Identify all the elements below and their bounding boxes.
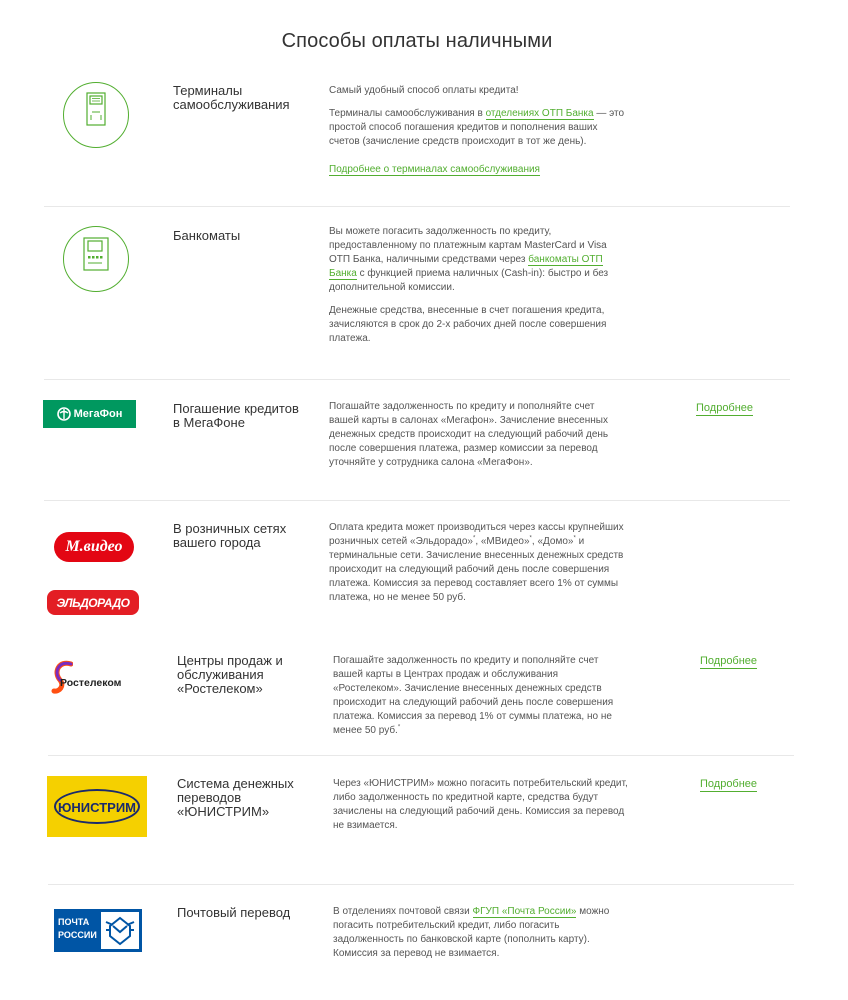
method-heading: Почтовый перевод [177, 905, 291, 920]
method-description: Погашайте задолженность по кредиту и пополняйте счет вашей карты в Центрах продаж и обслуживания «Ростелеком». Зачисление внесенных денежных средств происходит на следующий рабочий день после совершения платежа. Комиссия за перевод 1% от суммы платежа, но не менее 50 руб.* [333, 655, 614, 736]
method-heading: Система денежных переводов «ЮНИСТРИМ» [177, 776, 294, 819]
megafon-icon [57, 407, 71, 421]
method-description [329, 84, 625, 186]
rostelecom-logo [51, 658, 143, 698]
unistream-more-link[interactable]: Подробнее [700, 778, 758, 790]
unistream-logo-text: ЮНИСТРИМ [58, 800, 136, 815]
divider [44, 500, 790, 501]
method-heading: В розничных сетях вашего города [173, 521, 287, 550]
otp-atms-link[interactable]: банкоматы ОТП Банка [329, 254, 603, 279]
megafon-more-link[interactable]: Подробнее [696, 402, 754, 414]
eldorado-logo [47, 590, 139, 615]
method-heading: Погашение кредитов в МегаФоне [173, 401, 299, 430]
divider [44, 379, 790, 380]
post-emblem-icon [101, 912, 139, 949]
terminal-icon [63, 82, 129, 148]
rostelecom-more-link[interactable]: Подробнее [700, 655, 758, 667]
megafon-logo [43, 400, 136, 428]
method-description: Оплата кредита может производиться через кассы крупнейших розничных сетей «Эльдорадо»*, «МВидео»*, «Домо»* и терминальные сети. Зачисление внесенных денежных средств происходит на следующий рабочий день после совершения платежа. Комиссия за перевод составляет всего 1% от суммы платежа, но не менее 50 руб. [329, 522, 624, 603]
description-text: Вы можете погасить задолженность по кредиту, предоставленному по платежным картам MasterCard и Visa ОТП Банка, наличными средствами через банкоматы ОТП Банка с функцией приема наличных (Cash-in): быстро и без дополнительной комиссии. [329, 226, 609, 293]
megafon-logo-text: МегаФон [73, 408, 123, 420]
mvideo-logo-text: М.видео [65, 538, 123, 555]
method-description: Погашайте задолженность по кредиту и пополняйте счет вашей карты в салонах «Мегафон». Зачисление внесенных денежных средств происходит на следующий рабочий день после совершения платежа, размер комиссии за перевод уточняйте у сотрудника салона «МегаФон». [329, 401, 609, 468]
divider [48, 755, 794, 756]
pochta-logo-text: ПОЧТА РОССИИ [58, 917, 97, 940]
method-description: В отделениях почтовой связи ФГУП «Почта России» можно погасить потребительский кредит, либо погасить задолженность по банковской карте (пополнить карту). Комиссия за перевод не взимается. [333, 906, 610, 959]
atm-icon [63, 226, 129, 292]
pochta-rossii-link[interactable]: ФГУП «Почта России» [472, 906, 577, 917]
rostelecom-logo-text: Ростелеком [60, 677, 122, 689]
description-text: Денежные средства, внесенные в счет погашения кредита, зачисляются в срок до 2-х рабочих дней после совершения платежа. [329, 305, 607, 344]
divider [44, 206, 790, 207]
otp-branches-link[interactable]: отделениях ОТП Банка [485, 108, 594, 119]
terminals-details-link[interactable]: Подробнее о терминалах самообслуживания [329, 164, 540, 175]
method-description [329, 225, 625, 355]
method-description: Через «ЮНИСТРИМ» можно погасить потребительский кредит, либо задолженность по кредитной карте, средства будут зачислены на следующий рабочий день. Комиссия за перевод не взимается. [333, 778, 628, 831]
method-heading: Терминалы самообслуживания [173, 83, 290, 112]
unistream-logo [47, 776, 147, 837]
method-heading: Банкоматы [173, 228, 241, 243]
divider [48, 884, 794, 885]
eldorado-logo-text: ЭЛЬДОРАДО [56, 595, 130, 610]
page-title: Способы оплаты наличными [281, 30, 553, 53]
description-text: Терминалы самообслуживания в отделениях ОТП Банка — это простой способ погашения кредитов и пополнения ваших счетов (зачисление средств происходит в тот же день). [329, 108, 625, 147]
method-heading: Центры продаж и обслуживания «Ростелеком» [177, 653, 283, 696]
pochta-rossii-logo [54, 909, 142, 952]
description-text: Самый удобный способ оплаты кредита! [329, 85, 519, 96]
mvideo-logo [54, 532, 134, 562]
